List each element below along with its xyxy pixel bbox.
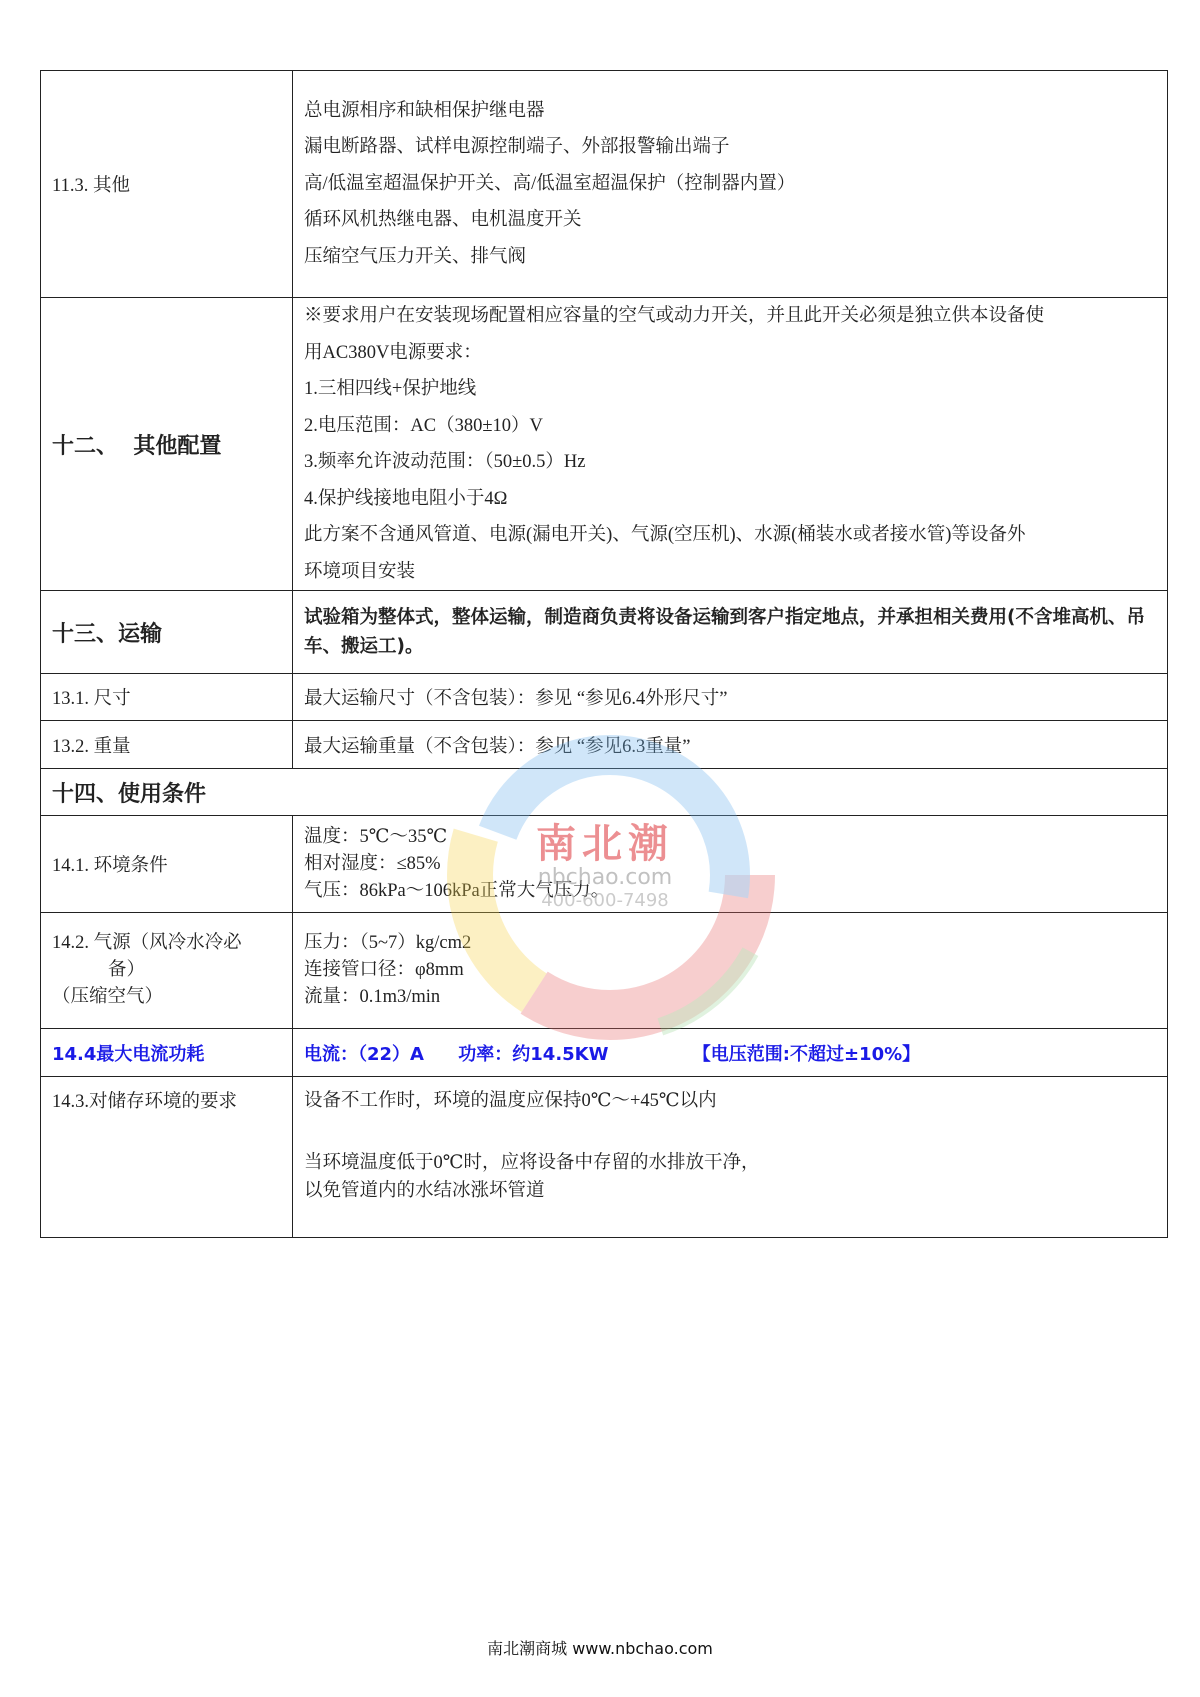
- text-line: 设备不工作时，环境的温度应保持0℃～+45℃以内: [304, 1091, 717, 1111]
- row-label: [41, 913, 293, 1029]
- row-content: [293, 1077, 1168, 1238]
- row-content: [293, 816, 1168, 913]
- row-label: 11.3. 其他: [41, 71, 293, 298]
- text-line: 4.保护线接地电阻小于4Ω: [304, 488, 508, 509]
- current-value: 电流：（22）A: [304, 1043, 424, 1065]
- text-line: 循环风机热继电器、电机温度开关: [304, 210, 582, 231]
- spec-table: [40, 70, 1168, 1238]
- row-content: 试验箱为整体式，整体运输，制造商负责将设备运输到客户指定地点，并承担相关费用(不含堆高机、吊车、搬运工)。: [293, 591, 1168, 674]
- text-line: 当环境温度低于0℃时，应将设备中存留的水排放干净，: [304, 1153, 760, 1173]
- row-label: 13.1. 尺寸: [41, 674, 293, 721]
- table-row: [41, 721, 1168, 769]
- table-row: [41, 591, 1168, 674]
- text-line: 备）: [108, 960, 146, 980]
- power-value: 功率：约14.5KW: [458, 1043, 609, 1065]
- text-line: 压缩空气压力开关、排气阀: [304, 246, 527, 267]
- row-content: 最大运输重量（不含包装）：参见 “参见6.3重量”: [293, 721, 1168, 769]
- watermark-brand: 南北潮: [536, 821, 674, 867]
- table-row: [41, 769, 1168, 816]
- section-heading: 十三、运输: [41, 591, 293, 674]
- row-content: [293, 913, 1168, 1029]
- table-row: [41, 816, 1168, 913]
- text-line: ※要求用户在安装现场配置相应容量的空气或动力开关，并且此开关必须是独立供本设备使: [304, 306, 1045, 326]
- row-label: 14.4最大电流功耗: [41, 1029, 293, 1077]
- text-line: 3.频率允许波动范围：（50±0.5）Hz: [304, 452, 586, 472]
- table-row: [41, 1077, 1168, 1238]
- text-line: 以免管道内的水结冰涨坏管道: [304, 1181, 545, 1201]
- text-line: 漏电断路器、试样电源控制端子、外部报警输出端子: [304, 137, 730, 158]
- voltage-range: 【电压范围:不超过±10%】: [692, 1043, 921, 1065]
- row-label: 13.2. 重量: [41, 721, 293, 769]
- text-line: 高/低温室超温保护开关、高/低温室超温保护（控制器内置）: [304, 173, 796, 194]
- table-row: [41, 298, 1168, 591]
- row-label: 14.1. 环境条件: [41, 816, 293, 913]
- text-line: 14.2. 气源（风冷水冷必: [52, 933, 242, 953]
- row-content: [293, 71, 1168, 298]
- table-row: [41, 913, 1168, 1029]
- page-footer: 南北潮商城 www.nbchao.com: [487, 1639, 713, 1658]
- watermark-site: nbchao.com: [537, 865, 673, 890]
- text-line: 总电源相序和缺相保护继电器: [304, 100, 545, 121]
- row-content: [293, 298, 1168, 591]
- table-row: [41, 71, 1168, 298]
- text-line: 流量：0.1m3/min: [304, 987, 441, 1007]
- row-content: 最大运输尺寸（不含包装）：参见 “参见6.4外形尺寸”: [293, 674, 1168, 721]
- section-heading: 十二、 其他配置: [41, 298, 293, 591]
- table-row: [41, 674, 1168, 721]
- text-line: 相对湿度：≤85%: [304, 853, 441, 874]
- watermark-phone: 400-600-7498: [541, 890, 669, 911]
- text-line: 用AC380V电源要求：: [304, 342, 482, 363]
- section-heading: 十四、使用条件: [41, 769, 1168, 816]
- text-line: 温度：5℃～35℃: [304, 826, 448, 847]
- row-label: 14.3.对储存环境的要求: [41, 1077, 293, 1238]
- text-line: （压缩空气）: [52, 987, 164, 1007]
- text-line: 环境项目安装: [304, 561, 416, 582]
- text-line: 2.电压范围：AC（380±10）V: [304, 415, 543, 436]
- text-line: 压力：（5~7）kg/cm2: [304, 933, 472, 953]
- text-line: 此方案不含通风管道、电源(漏电开关)、气源(空压机)、水源(桶装水或者接水管)等设备外: [304, 525, 1026, 545]
- text-line: 气压：86kPa～106kPa正常大气压力。: [304, 880, 610, 901]
- row-content: [293, 1029, 1168, 1077]
- table-row: [41, 1029, 1168, 1077]
- text-line: 连接管口径：φ8mm: [304, 960, 464, 980]
- text-line: 1.三相四线+保护地线: [304, 379, 477, 399]
